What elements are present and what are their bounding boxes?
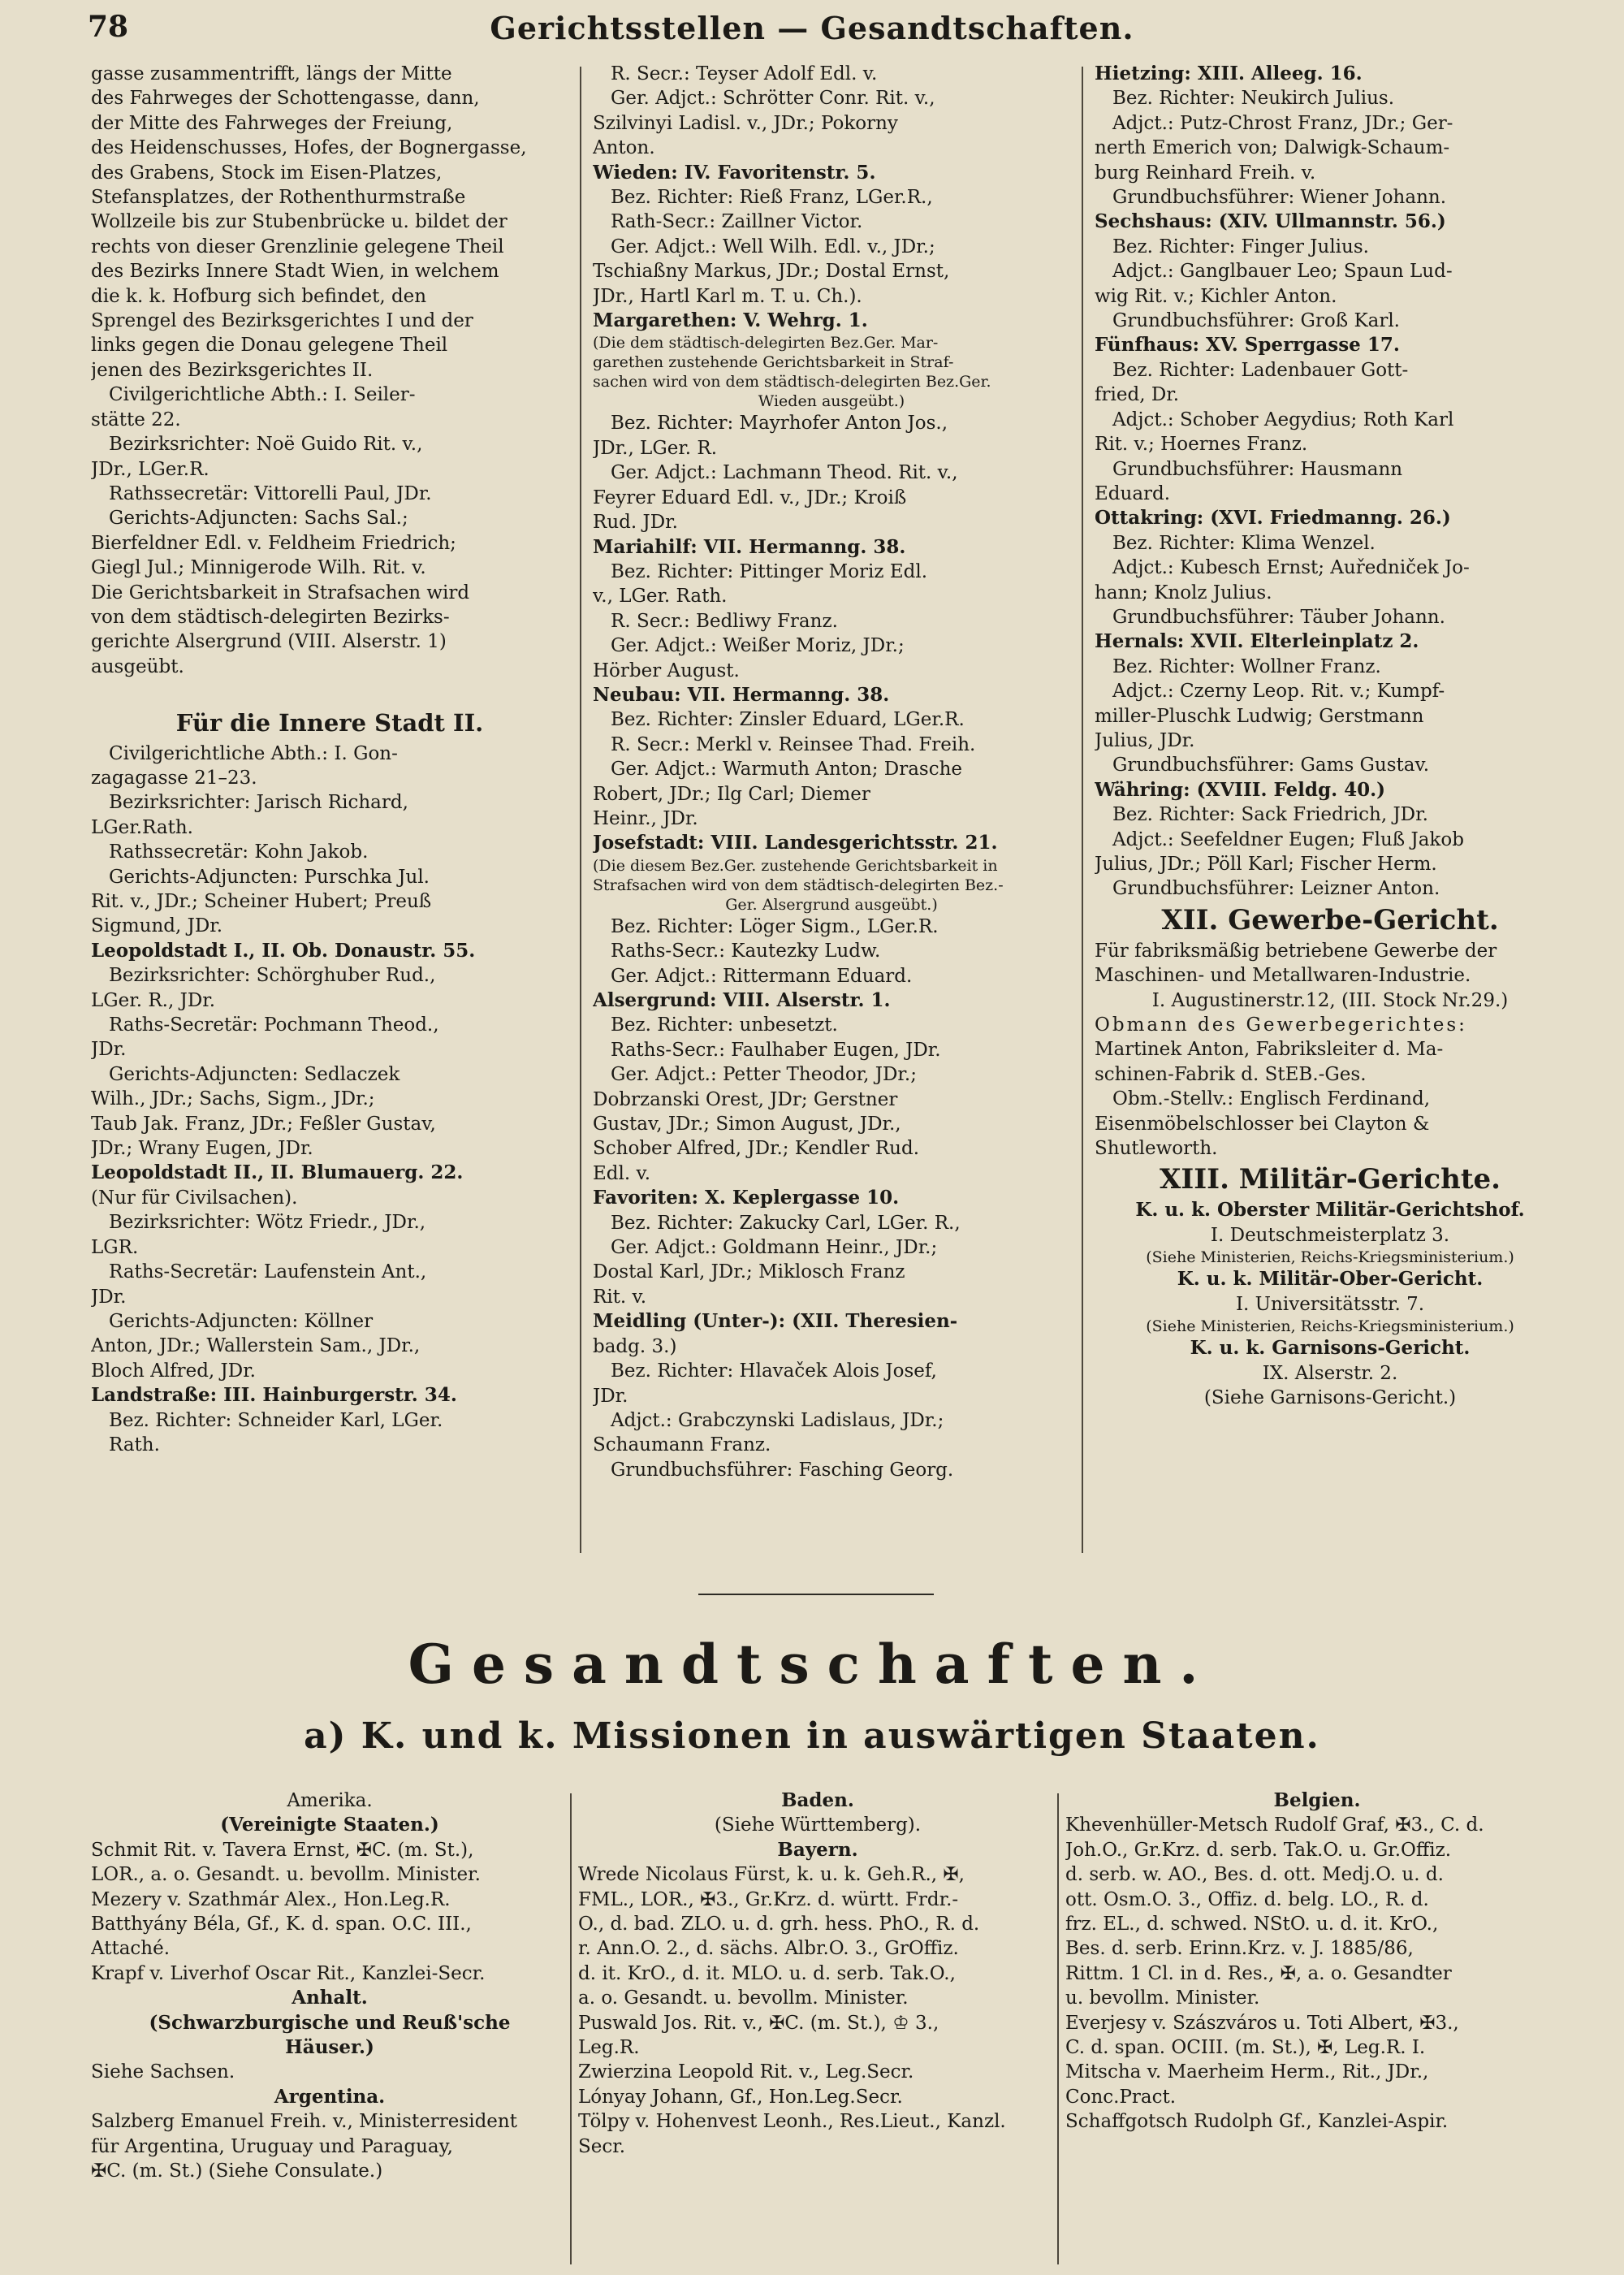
bcol2-line: a. o. Gesandt. u. bevollm. Minister. xyxy=(578,1987,909,2009)
col2-line: Bez. Richter: Mayrhofer Anton Jos., xyxy=(611,413,948,435)
col2-line: R. Secr.: Teyser Adolf Edl. v. xyxy=(611,63,878,84)
col1-line: Bezirksrichter: Noë Guido Rit. v., xyxy=(109,434,423,456)
bcol3-line: d. serb. w. AO., Bes. d. ott. Medj.O. u. d. xyxy=(1065,1864,1444,1886)
col2-line: Bez. Richter: Pittinger Moriz Edl. xyxy=(611,560,928,582)
col2-line: Meidling (Unter-): (XII. Theresien- xyxy=(593,1310,958,1333)
col3-line: (Siehe Ministerien, Reichs-Kriegsministerium.) xyxy=(1146,1317,1514,1336)
col1-line: Rit. v., JDr.; Scheiner Hubert; Preuß xyxy=(91,891,432,912)
bcol1-line: Siehe Sachsen. xyxy=(91,2061,235,2083)
bcol2-line: d. it. KrO., d. it. MLO. u. d. serb. Tak.O., xyxy=(578,1962,956,1984)
bcol1-line: Krapf v. Liverhof Oscar Rit., Kanzlei-Secr. xyxy=(91,1962,486,1984)
col1-line: die k. k. Hofburg sich befindet, den xyxy=(91,285,427,307)
bcol2-line: Leg.R. xyxy=(578,2037,640,2059)
col1-line: Wollzeile bis zur Stubenbrücke u. bildet der xyxy=(91,211,508,233)
col3-line: K. u. k. Garnisons-Gericht. xyxy=(1190,1337,1471,1360)
col2-line: badg. 3.) xyxy=(593,1335,677,1357)
col3-line: Währing: (XVIII. Feldg. 40.) xyxy=(1095,778,1385,801)
column-divider-1 xyxy=(580,67,581,1553)
running-title: Gerichtsstellen — Gesandtschaften. xyxy=(490,10,1134,46)
col2-line: Bez. Richter: unbesetzt. xyxy=(611,1014,838,1036)
col2-line: Ger. Adjct.: Petter Theodor, JDr.; xyxy=(611,1064,917,1086)
col1-line: ausgeübt. xyxy=(91,655,184,677)
col3-line: (Siehe Ministerien, Reichs-Kriegsministerium.) xyxy=(1146,1248,1514,1267)
col1-line: gerichte Alsergrund (VIII. Alserstr. 1) xyxy=(91,631,447,653)
col1-line: Leopoldstadt II., II. Blumauerg. 22. xyxy=(91,1161,464,1184)
bcol2-line: Wrede Nicolaus Fürst, k. u. k. Geh.R., ✠, xyxy=(578,1864,965,1886)
col2-line: Ger. Adjct.: Goldmann Heinr., JDr.; xyxy=(611,1237,938,1259)
col3-line: Sechshaus: (XIV. Ullmannstr. 56.) xyxy=(1095,210,1446,233)
col2-line: Ger. Adjct.: Rittermann Eduard. xyxy=(611,965,913,987)
col1-line: Landstraße: III. Hainburgerstr. 34. xyxy=(91,1384,457,1407)
col2-line: Raths-Secr.: Faulhaber Eugen, JDr. xyxy=(611,1039,941,1061)
col2-line: Rit. v. xyxy=(593,1286,647,1308)
col1-line: JDr. xyxy=(91,1039,127,1061)
bcol1-line: Batthyány Béla, Gf., K. d. span. O.C. III., xyxy=(91,1914,472,1935)
bcol2-line: Secr. xyxy=(578,2135,626,2157)
col2-line: Ger. Adjct.: Warmuth Anton; Drasche xyxy=(611,759,963,781)
bcol2-line: Baden. xyxy=(781,1789,854,1811)
col2-line: garethen zustehende Gerichtsbarkeit in Straf- xyxy=(593,353,954,372)
col1-line: Rathssecretär: Kohn Jakob. xyxy=(109,841,369,863)
column-left xyxy=(91,62,568,1560)
bcol1-line: Argentina. xyxy=(274,2085,386,2108)
column-divider-4 xyxy=(1057,1793,1059,2264)
bcol1-line: (Vereinigte Staaten.) xyxy=(220,1814,439,1836)
col2-line: Gustav, JDr.; Simon August, JDr., xyxy=(593,1114,901,1135)
col3-line: Adjct.: Ganglbauer Leo; Spaun Lud- xyxy=(1112,261,1453,283)
bcol2-line: Zwierzina Leopold Rit. v., Leg.Secr. xyxy=(578,2061,914,2083)
col1-line: Rathssecretär: Vittorelli Paul, JDr. xyxy=(109,482,432,504)
col3-line: nerth Emerich von; Dalwigk-Schaum- xyxy=(1095,137,1450,159)
col3-line: I. Deutschmeisterplatz 3. xyxy=(1210,1224,1450,1246)
col3-line: Martinek Anton, Fabriksleiter d. Ma- xyxy=(1095,1039,1444,1061)
bcol3-line: Bes. d. serb. Erinn.Krz. v. J. 1885/86, xyxy=(1065,1938,1414,1960)
col1-line: LGer.Rath. xyxy=(91,816,193,838)
bcol1-line: für Argentina, Uruguay und Paraguay, xyxy=(91,2135,453,2157)
bcol1-line: Mezery v. Szathmár Alex., Hon.Leg.R. xyxy=(91,1888,451,1910)
col1-line: stätte 22. xyxy=(91,409,181,430)
bcol1-line: (Schwarzburgische und Reuß'sche xyxy=(149,2011,511,2034)
col2-line: Rath-Secr.: Zaillner Victor. xyxy=(611,211,863,233)
col1-line: LGer. R., JDr. xyxy=(91,989,216,1011)
col2-line: Tschiaßny Markus, JDr.; Dostal Ernst, xyxy=(593,261,950,283)
col3-line: K. u. k. Militär-Ober-Gericht. xyxy=(1177,1268,1484,1291)
col2-line: Josefstadt: VIII. Landesgerichtsstr. 21. xyxy=(593,832,998,854)
bcol2-line: FML., LOR., ✠3., Gr.Krz. d. württ. Frdr.- xyxy=(578,1888,959,1910)
col1-line: gasse zusammentrifft, längs der Mitte xyxy=(91,63,452,84)
col3-line: wig Rit. v.; Kichler Anton. xyxy=(1095,285,1337,307)
bcol1-line: LOR., a. o. Gesandt. u. bevollm. Minister. xyxy=(91,1864,481,1886)
page-number: 78 xyxy=(88,10,129,44)
col3-line: Bez. Richter: Ladenbauer Gott- xyxy=(1112,359,1409,381)
col1-line xyxy=(91,679,568,703)
col1-line: Raths-Secretär: Pochmann Theod., xyxy=(109,1014,439,1036)
col3-line: Adjct.: Kubesch Ernst; Auředniček Jo- xyxy=(1112,557,1470,579)
section-rule xyxy=(698,1594,934,1595)
col3-line: burg Reinhard Freih. v. xyxy=(1095,162,1316,184)
bcol1-line: Attaché. xyxy=(91,1938,171,1960)
col1-line: Bezirksrichter: Jarisch Richard, xyxy=(109,792,408,814)
col3-line: Rit. v.; Hoernes Franz. xyxy=(1095,434,1308,456)
col3-line: schinen-Fabrik d. StEB.-Ges. xyxy=(1095,1063,1367,1085)
col3-line: IX. Alserstr. 2. xyxy=(1262,1362,1398,1384)
col2-line: v., LGer. Rath. xyxy=(593,586,728,608)
col3-line: Bez. Richter: Klima Wenzel. xyxy=(1112,532,1376,554)
col2-line: Neubau: VII. Hermanng. 38. xyxy=(593,683,890,706)
col1-line: Gerichts-Adjuncten: Köllner xyxy=(109,1310,374,1332)
col3-line: Obmann des Gewerbegerichtes: xyxy=(1095,1014,1467,1036)
col3-line: Maschinen- und Metallwaren-Industrie. xyxy=(1095,965,1471,987)
bcol1-line: Anhalt. xyxy=(292,1987,368,2009)
col1-line: JDr.; Wrany Eugen, JDr. xyxy=(91,1138,313,1160)
missions-column-middle xyxy=(578,1788,1057,2268)
col2-line: Hörber August. xyxy=(593,660,740,681)
col1-line: Taub Jak. Franz, JDr.; Feßler Gustav, xyxy=(91,1113,436,1135)
col3-line: XIII. Militär-Gerichte. xyxy=(1159,1163,1501,1196)
col1-line: links gegen die Donau gelegene Theil xyxy=(91,335,448,357)
col2-line: Strafsachen wird von dem städtisch-delegirten Bez.- xyxy=(593,876,1004,894)
col3-line: Grundbuchsführer: Leizner Anton. xyxy=(1112,878,1440,900)
col3-line: I. Augustinerstr.12, (III. Stock Nr.29.) xyxy=(1151,989,1509,1011)
col3-line: Julius, JDr. xyxy=(1095,729,1195,751)
col2-line: (Die diesem Bez.Ger. zustehende Gerichtsbarkeit in xyxy=(593,856,998,875)
col3-line: Bez. Richter: Sack Friedrich, JDr. xyxy=(1112,804,1428,826)
col2-line: Robert, JDr.; Ilg Carl; Diemer xyxy=(593,783,870,805)
bcol2-line: Puswald Jos. Rit. v., ✠C. (m. St.), ♔ 3., xyxy=(578,2012,939,2034)
col1-line: Leopoldstadt I., II. Ob. Donaustr. 55. xyxy=(91,939,476,962)
bcol2-line: Tölpy v. Hohenvest Leonh., Res.Lieut., Kanzl. xyxy=(578,2111,1006,2133)
col1-line: Gerichts-Adjuncten: Sedlaczek xyxy=(109,1063,400,1085)
col3-line: Grundbuchsführer: Gams Gustav. xyxy=(1112,755,1430,776)
bcol3-line: Conc.Pract. xyxy=(1065,2086,1177,2108)
col2-line: (Die dem städtisch-delegirten Bez.Ger. Mar- xyxy=(593,334,939,352)
bcol2-line: r. Ann.O. 2., d. sächs. Albr.O. 3., GrOffiz. xyxy=(578,1938,959,1960)
col1-line: jenen des Bezirksgerichtes II. xyxy=(91,359,374,381)
col1-line: zagagasse 21–23. xyxy=(91,767,257,789)
col2-line: Bez. Richter: Zinsler Eduard, LGer.R. xyxy=(611,709,965,731)
col2-line: JDr., LGer. R. xyxy=(593,437,718,459)
bcol3-line: ott. Osm.O. 3., Offiz. d. belg. LO., R. d. xyxy=(1065,1888,1429,1910)
col1-line: Bez. Richter: Schneider Karl, LGer. xyxy=(109,1409,443,1431)
missions-column-left xyxy=(91,1788,568,2268)
col1-line: der Mitte des Fahrweges der Freiung, xyxy=(91,112,453,134)
col1-line: Die Gerichtsbarkeit in Strafsachen wird xyxy=(91,582,470,603)
bcol2-line: O., d. bad. ZLO. u. d. grh. hess. PhO., R. d. xyxy=(578,1914,980,1935)
bcol1-line: Schmit Rit. v. Tavera Ernst, ✠C. (m. St.), xyxy=(91,1839,474,1861)
col3-line: XII. Gewerbe-Gericht. xyxy=(1161,903,1499,936)
col3-line: Obm.-Stellv.: Englisch Ferdinand, xyxy=(1112,1088,1431,1110)
col2-line: Edl. v. xyxy=(593,1162,651,1184)
section-subtitle: a) K. und k. Missionen in auswärtigen Staaten. xyxy=(304,1715,1320,1757)
col3-line: Für fabriksmäßig betriebene Gewerbe der xyxy=(1095,940,1497,962)
column-divider-2 xyxy=(1082,67,1083,1553)
col3-line: Grundbuchsführer: Hausmann xyxy=(1112,458,1403,480)
col2-line: Ger. Adjct.: Lachmann Theod. Rit. v., xyxy=(611,462,958,484)
col1-line: des Heidenschusses, Hofes, der Bognergasse, xyxy=(91,137,527,159)
col3-line: Grundbuchsführer: Groß Karl. xyxy=(1112,310,1400,332)
col3-line: Grundbuchsführer: Täuber Johann. xyxy=(1112,606,1445,628)
bcol3-line: Joh.O., Gr.Krz. d. serb. Tak.O. u. Gr.Offiz. xyxy=(1065,1839,1452,1861)
col2-line: JDr. xyxy=(593,1385,628,1407)
col1-line: Rath. xyxy=(109,1434,160,1455)
bcol3-line: frz. EL., d. schwed. NStO. u. d. it. KrO., xyxy=(1065,1914,1439,1935)
col3-line: Hernals: XVII. Elterleinplatz 2. xyxy=(1095,630,1419,653)
bcol3-line: Khevenhüller-Metsch Rudolf Graf, ✠3., C. d. xyxy=(1065,1814,1484,1836)
col3-line: I. Universitätsstr. 7. xyxy=(1235,1293,1425,1315)
col2-line: Wieden: IV. Favoritenstr. 5. xyxy=(593,161,876,184)
col3-line: Shutleworth. xyxy=(1095,1138,1218,1160)
col3-line: Adjct.: Schober Aegydius; Roth Karl xyxy=(1112,409,1454,430)
col1-line: LGR. xyxy=(91,1236,139,1258)
col3-line: Adjct.: Czerny Leop. Rit. v.; Kumpf- xyxy=(1112,681,1445,703)
col2-line: Dostal Karl, JDr.; Miklosch Franz xyxy=(593,1261,905,1283)
col1-line: Bierfeldner Edl. v. Feldheim Friedrich; xyxy=(91,532,456,554)
col2-line: Anton. xyxy=(593,137,655,159)
bcol3-line: u. bevollm. Minister. xyxy=(1065,1987,1260,2009)
col3-line: hann; Knolz Julius. xyxy=(1095,582,1272,603)
col2-line: Schober Alfred, JDr.; Kendler Rud. xyxy=(593,1138,920,1160)
col2-line: Ger. Adjct.: Schrötter Conr. Rit. v., xyxy=(611,88,935,110)
col2-line: R. Secr.: Bedliwy Franz. xyxy=(611,610,838,632)
col1-line: Sigmund, JDr. xyxy=(91,915,223,937)
col2-line: Adjct.: Grabczynski Ladislaus, JDr.; xyxy=(611,1409,944,1431)
col2-line: Mariahilf: VII. Hermanng. 38. xyxy=(593,535,906,558)
col1-line: Bezirksrichter: Wötz Friedr., JDr., xyxy=(109,1212,426,1234)
col1-line: Raths-Secretär: Laufenstein Ant., xyxy=(109,1261,427,1283)
bcol3-line: Rittm. 1 Cl. in d. Res., ✠, a. o. Gesandter xyxy=(1065,1962,1452,1984)
col2-line: sachen wird von dem städtisch-delegirten Bez.Ger. xyxy=(593,373,991,391)
col2-line: Bez. Richter: Löger Sigm., LGer.R. xyxy=(611,915,939,937)
col2-line: Bez. Richter: Zakucky Carl, LGer. R., xyxy=(611,1212,961,1234)
col1-line: rechts von dieser Grenzlinie gelegene Theil xyxy=(91,236,504,257)
col2-line: Schaumann Franz. xyxy=(593,1434,771,1456)
col2-line: Grundbuchsführer: Fasching Georg. xyxy=(611,1459,954,1481)
col3-line: Eisenmöbelschlosser bei Clayton & xyxy=(1095,1113,1430,1135)
col3-line: (Siehe Garnisons-Gericht.) xyxy=(1203,1386,1457,1408)
bcol3-line: C. d. span. OCIII. (m. St.), ✠, Leg.R. I. xyxy=(1065,2037,1426,2059)
bcol2-line: Bayern. xyxy=(777,1838,858,1861)
col2-line: Dobrzanski Orest, JDr; Gerstner xyxy=(593,1088,898,1110)
bcol3-line: Everjesy v. Szászváros u. Toti Albert, ✠3., xyxy=(1065,2012,1459,2034)
col3-line: Bez. Richter: Finger Julius. xyxy=(1112,236,1369,257)
col2-line: Raths-Secr.: Kautezky Ludw. xyxy=(611,941,881,962)
col2-line: Ger. Adjct.: Well Wilh. Edl. v., JDr.; xyxy=(611,236,935,257)
col2-line: Bez. Richter: Rieß Franz, LGer.R., xyxy=(611,187,933,209)
col2-line: JDr., Hartl Karl m. T. u. Ch.). xyxy=(593,285,862,307)
col3-line: Bez. Richter: Neukirch Julius. xyxy=(1112,88,1395,110)
col1-line: JDr. xyxy=(91,1286,127,1308)
col3-line: Hietzing: XIII. Alleeg. 16. xyxy=(1095,63,1363,84)
col1-line: des Fahrweges der Schottengasse, dann, xyxy=(91,88,480,110)
col1-line: Bezirksrichter: Schörghuber Rud., xyxy=(109,965,436,987)
bcol3-line: Belgien. xyxy=(1273,1789,1361,1811)
col1-line: (Nur für Civilsachen). xyxy=(91,1187,298,1209)
column-divider-3 xyxy=(570,1793,572,2264)
bcol2-line: Lónyay Johann, Gf., Hon.Leg.Secr. xyxy=(578,2086,903,2108)
col3-line: Eduard. xyxy=(1095,482,1171,504)
missions-column-right xyxy=(1065,1788,1569,2268)
col1-line: Stefansplatzes, der Rothenthurmstraße xyxy=(91,187,466,209)
col3-line: Adjct.: Putz-Chrost Franz, JDr.; Ger- xyxy=(1112,112,1453,134)
col2-line: Alsergrund: VIII. Alserstr. 1. xyxy=(593,989,891,1011)
col3-line: fried, Dr. xyxy=(1095,384,1180,406)
col2-line: Wieden ausgeübt.) xyxy=(758,392,905,411)
page-header xyxy=(0,6,1624,50)
column-right xyxy=(1095,62,1566,1560)
bcol3-line: Schaffgotsch Rudolph Gf., Kanzlei-Aspir. xyxy=(1065,2111,1449,2133)
col1-line: Sprengel des Bezirksgerichtes I und der xyxy=(91,310,473,332)
col2-line: Ger. Adjct.: Weißer Moriz, JDr.; xyxy=(611,635,905,657)
col1-line: Gerichts-Adjuncten: Sachs Sal.; xyxy=(109,508,408,530)
col3-line: miller-Pluschk Ludwig; Gerstmann xyxy=(1095,705,1424,727)
section-title: Gesandtschaften. xyxy=(408,1633,1216,1696)
col1-line: Civilgerichtliche Abth.: I. Gon- xyxy=(109,742,398,764)
bcol3-line: Mitscha v. Maerheim Herm., Rit., JDr., xyxy=(1065,2061,1429,2083)
col1-line: von dem städtisch-delegirten Bezirks- xyxy=(91,606,450,628)
bcol2-line: (Siehe Württemberg). xyxy=(714,1814,922,1836)
col2-line: Bez. Richter: Hlavaček Alois Josef, xyxy=(611,1360,937,1382)
col1-line: Für die Innere Stadt II. xyxy=(175,708,484,737)
col3-line: Bez. Richter: Wollner Franz. xyxy=(1112,655,1381,677)
col2-line: Heinr., JDr. xyxy=(593,807,698,829)
col1-line: Giegl Jul.; Minnigerode Wilh. Rit. v. xyxy=(91,557,426,579)
col2-line: R. Secr.: Merkl v. Reinsee Thad. Freih. xyxy=(611,733,976,755)
col3-line: Adjct.: Seefeldner Eugen; Fluß Jakob xyxy=(1112,828,1464,850)
col2-line: Szilvinyi Ladisl. v., JDr.; Pokorny xyxy=(593,112,898,134)
bcol1-line: ✠C. (m. St.) (Siehe Consulate.) xyxy=(91,2160,383,2182)
bcol1-line: Häuser.) xyxy=(285,2036,374,2059)
col1-line: Bloch Alfred, JDr. xyxy=(91,1360,256,1382)
col1-line: des Grabens, Stock im Eisen-Platzes, xyxy=(91,162,443,184)
column-middle xyxy=(593,62,1070,1560)
bcol1-line: Salzberg Emanuel Freih. v., Ministerresident xyxy=(91,2111,517,2133)
col3-line: Grundbuchsführer: Wiener Johann. xyxy=(1112,187,1447,209)
col2-line: Margarethen: V. Wehrg. 1. xyxy=(593,309,868,332)
col2-line: Favoriten: X. Keplergasse 10. xyxy=(593,1187,900,1209)
col2-line: Rud. JDr. xyxy=(593,512,678,534)
col3-line: Julius, JDr.; Pöll Karl; Fischer Herm. xyxy=(1095,854,1437,875)
col1-line: Wilh., JDr.; Sachs, Sigm., JDr.; xyxy=(91,1088,375,1110)
col3-line: Fünfhaus: XV. Sperrgasse 17. xyxy=(1095,334,1400,357)
col3-line: K. u. k. Oberster Militär-Gerichtshof. xyxy=(1135,1199,1525,1222)
col1-line: Anton, JDr.; Wallerstein Sam., JDr., xyxy=(91,1335,421,1357)
col2-line: Ger. Alsergrund ausgeübt.) xyxy=(725,895,938,914)
col1-line: JDr., LGer.R. xyxy=(91,458,209,480)
col2-line: Feyrer Eduard Edl. v., JDr.; Kroiß xyxy=(593,487,907,508)
col3-line: Ottakring: (XVI. Friedmanng. 26.) xyxy=(1095,507,1451,530)
col1-line: Gerichts-Adjuncten: Purschka Jul. xyxy=(109,866,430,888)
col1-line: Civilgerichtliche Abth.: I. Seiler- xyxy=(109,384,416,406)
bcol1-line: Amerika. xyxy=(287,1790,373,1811)
col1-line: des Bezirks Innere Stadt Wien, in welchem xyxy=(91,261,499,283)
